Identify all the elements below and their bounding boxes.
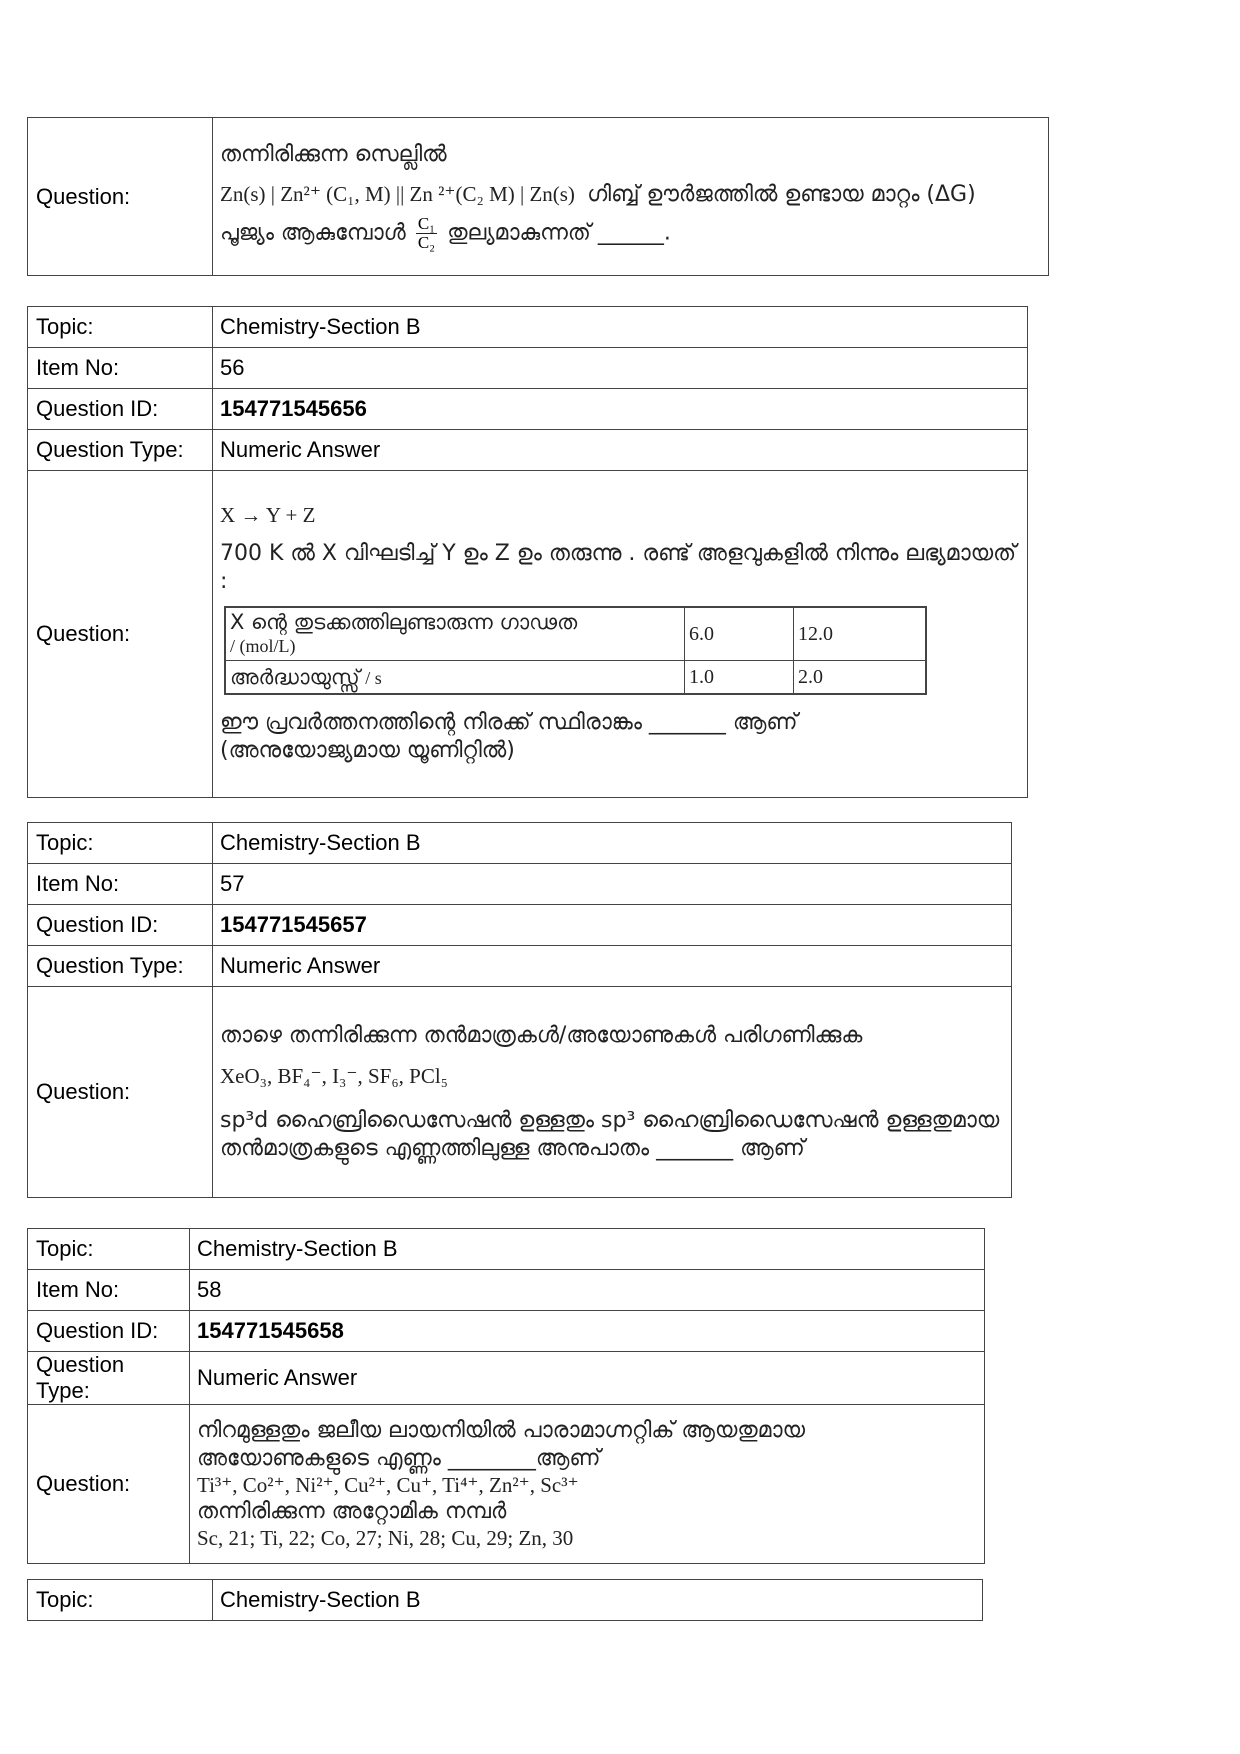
table-cell-value: 2.0 [794, 661, 927, 695]
table-unit: / (mol/L) [230, 636, 296, 656]
item-no-label: Item No: [28, 1270, 190, 1311]
question-block-56 [27, 306, 1028, 798]
topic-label: Topic: [28, 1580, 213, 1621]
fraction-denominator: C₂ [417, 233, 436, 252]
question-block-57 [27, 822, 1012, 1198]
question-id-label: Question ID: [28, 389, 213, 430]
data-table [224, 606, 927, 695]
item-no-value: 56 [213, 348, 1028, 389]
question-block-58 [27, 1228, 985, 1564]
atomic-numbers: Sc, 21; Ti, 22; Co, 27; Ni, 28; Cu, 29; Zn, 30 [197, 1526, 574, 1550]
item-no-label: Item No: [28, 348, 213, 389]
cell-notation: Zn(s) | Zn²⁺ (C₁, M) || Zn ²⁺(C₂ M) | Zn(s) [220, 182, 575, 206]
question-label: Question: [28, 987, 213, 1198]
question-id-label: Question ID: [28, 1311, 190, 1352]
question-type-label: Question Type: [28, 1352, 190, 1405]
question-text: sp³d ഹൈബ്രിഡൈസേഷൻ ഉള്ളതും sp³ ഹൈബ്രിഡൈസേഷൻ ഉള്ളതുമായ തൻമാത്രകളുടെ എണ്ണത്തിലുള്ള അനുപാതം _______ ആണ് [220, 1107, 1000, 1161]
item-no-value: 57 [213, 864, 1012, 905]
ion-list: Ti³⁺, Co²⁺, Ni²⁺, Cu²⁺, Cu⁺, Ti⁴⁺, Zn²⁺, Sc³⁺ [197, 1473, 579, 1497]
question-text: പൂജ്യം ആകുമ്പോൾ [220, 220, 406, 246]
question-content [190, 1405, 985, 1564]
table-cell-label [225, 661, 685, 695]
question-label: Question: [28, 1405, 190, 1564]
topic-value: Chemistry-Section B [190, 1229, 985, 1270]
topic-label: Topic: [28, 307, 213, 348]
table-cell-value: 6.0 [685, 607, 794, 661]
item-no-label: Item No: [28, 864, 213, 905]
question-content [213, 987, 1012, 1198]
topic-label: Topic: [28, 823, 213, 864]
question-content [213, 471, 1028, 798]
question-id-value: 154771545656 [213, 389, 1028, 430]
question-content [213, 118, 1049, 276]
question-text: തുല്യമാകുന്നത് ______. [447, 220, 671, 246]
item-no-value: 58 [190, 1270, 985, 1311]
question-text: തന്നിരിക്കുന്ന അറ്റോമിക നമ്പർ [197, 1499, 507, 1524]
concentration-ratio [416, 215, 437, 252]
cell-notation-line [220, 181, 1041, 209]
table-cell-value: 12.0 [794, 607, 927, 661]
question-type-value: Numeric Answer [213, 430, 1028, 471]
question-id-value: 154771545657 [213, 905, 1012, 946]
question-text: നിറമുള്ളതും ജലീയ ലായനിയിൽ പാരാമാഗ്നറ്റിക് ആയതുമായ അയോണുകളുടെ എണ്ണം ________ആണ് [197, 1418, 806, 1471]
question-id-label: Question ID: [28, 905, 213, 946]
reaction-equation: X → Y + Z [220, 503, 316, 527]
question-text-line [220, 215, 1041, 252]
table-label-text: X ന്റെ തുടക്കത്തിലുണ്ടാരുന്ന ഗാഢത [230, 610, 578, 634]
question-text: ഗിബ്ബ് ഊർജത്തിൽ ഉണ്ടായ മാറ്റം (ΔG) [587, 182, 976, 207]
question-label: Question: [28, 118, 213, 276]
question-type-label: Question Type: [28, 430, 213, 471]
topic-value: Chemistry-Section B [213, 1580, 983, 1621]
question-block-55 [27, 117, 1049, 276]
question-id-value: 154771545658 [190, 1311, 985, 1352]
question-text: താഴെ തന്നിരിക്കുന്ന തൻമാത്രകൾ/അയോണുകൾ പരിഗണിക്കുക [220, 1022, 863, 1048]
question-label: Question: [28, 471, 213, 798]
table-label-text: അർദ്ധായുസ്സ് [230, 665, 360, 689]
topic-value: Chemistry-Section B [213, 823, 1012, 864]
table-cell-label [225, 607, 685, 661]
fraction-numerator: C₁ [417, 214, 436, 233]
question-type-value: Numeric Answer [213, 946, 1012, 987]
topic-value: Chemistry-Section B [213, 307, 1028, 348]
table-cell-value: 1.0 [685, 661, 794, 695]
topic-label: Topic: [28, 1229, 190, 1270]
species-list: XeO₃, BF₄⁻, I₃⁻, SF₆, PCl₅ [220, 1063, 448, 1088]
question-text: തന്നിരിക്കുന്ന സെല്ലിൽ [220, 142, 447, 167]
question-text: ഈ പ്രവർത്തനത്തിന്റെ നിരക്ക് സ്ഥിരാങ്കം _______ ആണ് (അനുയോജ്യമായ യൂണിറ്റിൽ) [220, 710, 798, 763]
question-type-value: Numeric Answer [190, 1352, 985, 1405]
table-unit: / s [365, 668, 382, 688]
question-block-59 [27, 1579, 983, 1621]
question-type-label: Question Type: [28, 946, 213, 987]
question-text: 700 K ൽ X വിഘടിച്ച് Y ഉം Z ഉം തരുന്നു . രണ്ട് അളവുകളിൽ നിന്നും ലഭ്യമായത് : [220, 541, 1017, 594]
